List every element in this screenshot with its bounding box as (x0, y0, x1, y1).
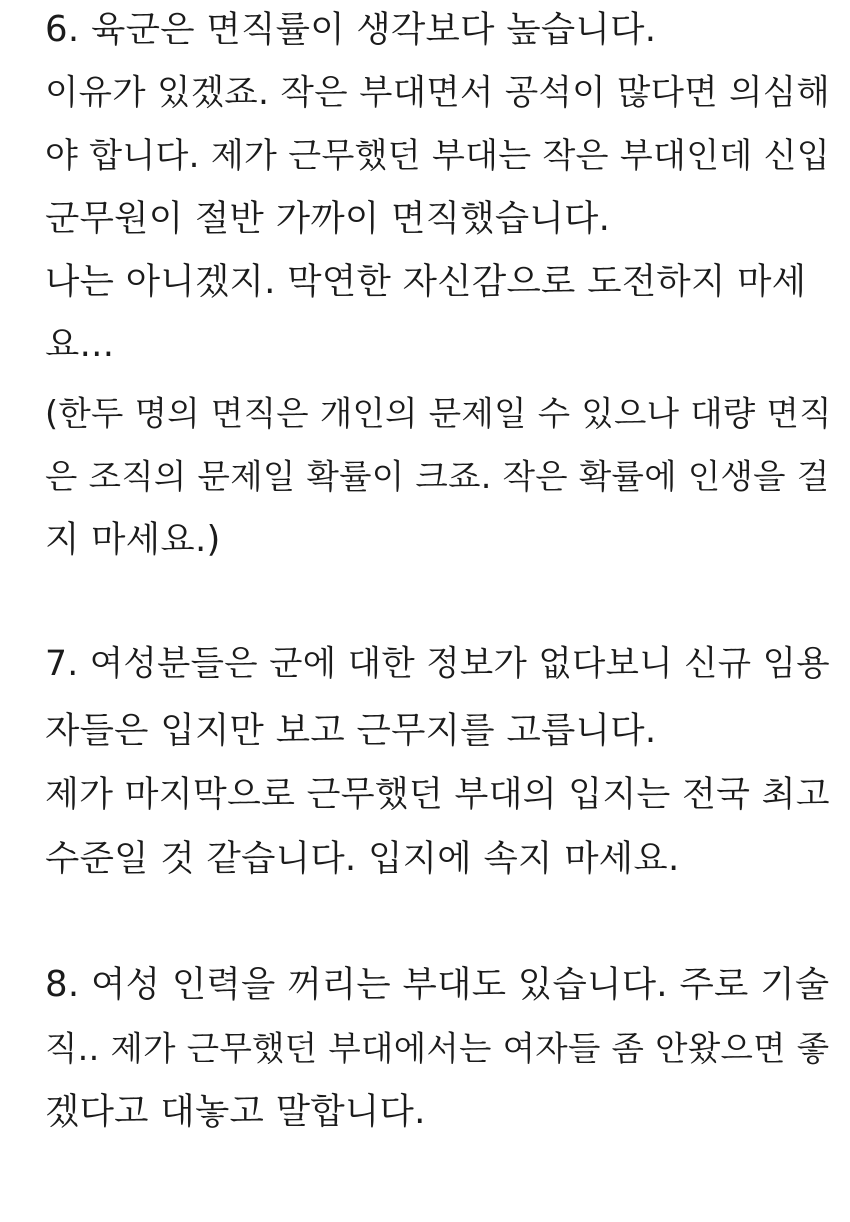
text-line: 요... (45, 324, 115, 365)
text-line: 자들은 입지만 보고 근무지를 고릅니다. (45, 710, 657, 751)
text-line: 은 조직의 문제일 확률이 크죠. 작은 확률에 인생을 걸 (45, 457, 830, 496)
text-line: 지 마세요.) (45, 519, 221, 560)
text-line: 이유가 있겠죠. 작은 부대면서 공석이 많다면 의심해 (45, 73, 831, 113)
text-line: 야 합니다. 제가 근무했던 부대는 작은 부대인데 신입 (45, 136, 830, 176)
text-line: 8. 여성 인력을 꺼리는 부대도 있습니다. 주로 기술 (45, 964, 830, 1005)
text-line: 겠다고 대놓고 말합니다. (45, 1091, 426, 1132)
text-line: 제가 마지막으로 근무했던 부대의 입지는 전국 최고 (45, 775, 830, 815)
text-line: 7. 여성분들은 군에 대한 정보가 없다보니 신규 임용 (45, 644, 830, 684)
text-line: 나는 아니겠지. 막연한 자신감으로 도전하지 마세 (45, 261, 807, 302)
text-line: (한두 명의 면직은 개인의 문제일 수 있으나 대량 면직 (45, 394, 832, 433)
text-line: 6. 육군은 면직률이 생각보다 높습니다. (45, 9, 657, 50)
text-line: 직.. 제가 근무했던 부대에서는 여자들 좀 안왔으면 좋 (45, 1029, 830, 1068)
text-line: 군무원이 절반 가까이 면직했습니다. (45, 198, 611, 239)
text-line: 수준일 것 같습니다. 입지에 속지 마세요. (45, 838, 680, 879)
